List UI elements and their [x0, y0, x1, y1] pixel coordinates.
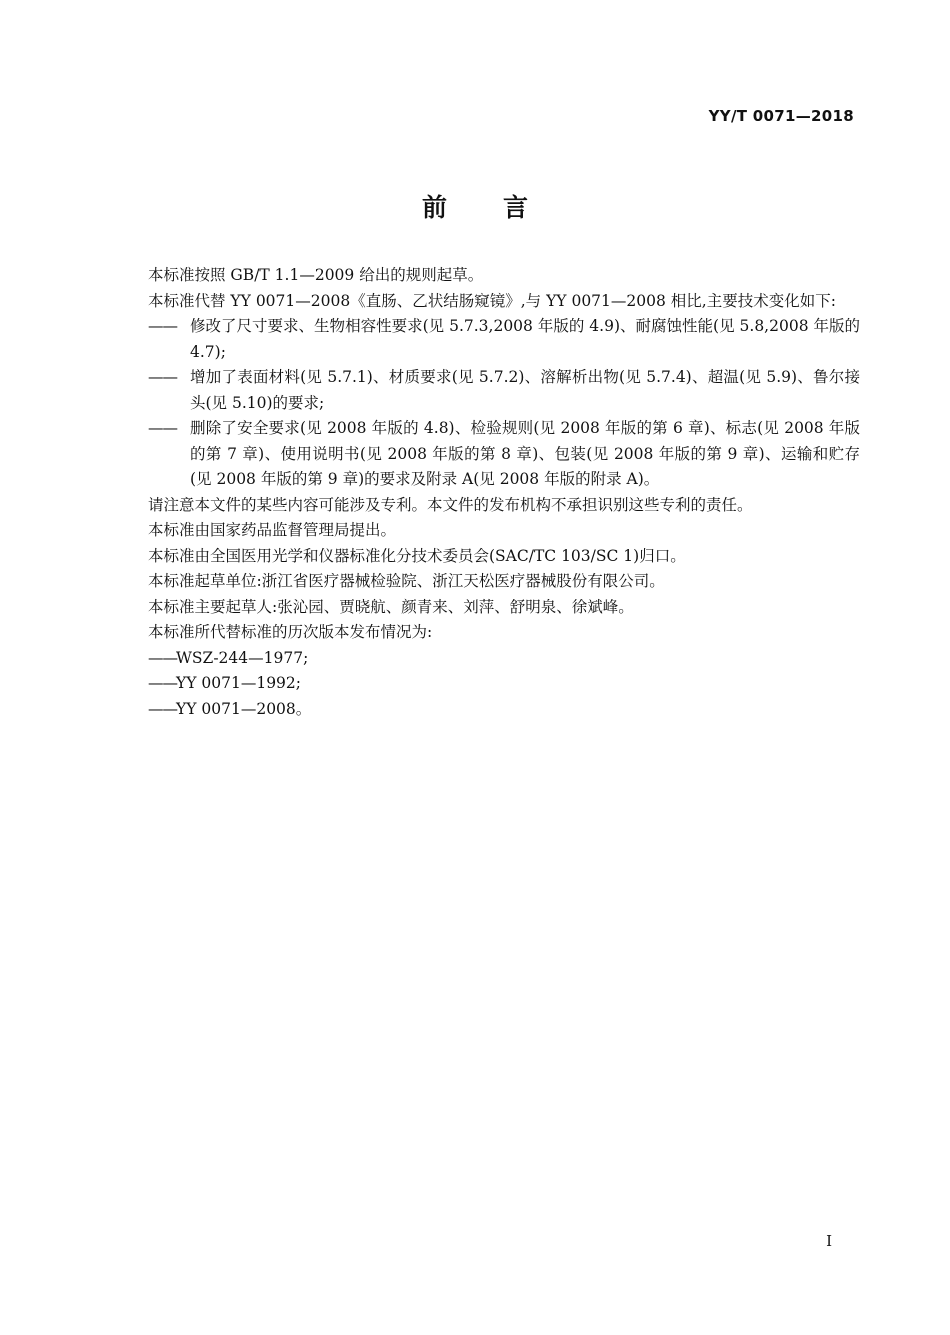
history-item-text: YY 0071—1992; [176, 674, 302, 692]
dash-mark: —— [148, 674, 177, 692]
page-number: I [826, 1232, 832, 1250]
paragraph-drafters: 本标准主要起草人:张沁园、贾晓航、颜青来、刘萍、舒明泉、徐斌峰。 [148, 597, 634, 616]
dash-mark: —— [148, 317, 177, 335]
foreword-body [148, 263, 860, 722]
page-title [0, 188, 950, 224]
change-item-text: 修改了尺寸要求、生物相容性要求(见 5.7.3,2008 年版的 4.9)、耐腐蚀性能(见 5.8,2008 年版的 4.7); [190, 317, 860, 361]
dash-mark: —— [148, 699, 177, 718]
history-item [148, 646, 860, 672]
paragraph-history-intro: 本标准所代替标准的历次版本发布情况为: [148, 623, 433, 641]
paragraph-proposer: 本标准由国家药品监督管理局提出。 [148, 521, 397, 539]
history-item [148, 697, 860, 723]
change-item-modified [148, 314, 860, 365]
paragraph-replacement: 本标准代替 YY 0071—2008《直肠、乙状结肠窥镜》,与 YY 0071—2008 相比,主要技术变化如下: [148, 291, 836, 310]
paragraph-committee: 本标准由全国医用光学和仪器标准化分技术委员会(SAC/TC 103/SC 1)归口。 [148, 546, 686, 565]
history-item-text: WSZ-244—1977; [176, 648, 309, 667]
change-item-deleted [148, 416, 860, 493]
history-item [148, 671, 860, 697]
paragraph-drafting-rules: 本标准按照 GB/T 1.1—2009 给出的规则起草。 [148, 266, 484, 284]
document-code: YY/T 0071—2018 [708, 107, 854, 125]
page-title-part-1: 前 [421, 193, 447, 222]
history-item-text: YY 0071—2008。 [176, 699, 312, 718]
dash-mark: —— [148, 419, 177, 437]
page-title-part-2: 言 [503, 193, 529, 222]
change-item-text: 删除了安全要求(见 2008 年版的 4.8)、检验规则(见 2008 年版的第 6 章)、标志(见 2008 年版的第 7 章)、使用说明书(见 2008 年版的第 8 章)、包装(见 2008 年版的第 9 章)、运输和贮存(见 2008 年版的第 9 章)的要求及附录 A(见 2008 年版的附录 A)。 [190, 419, 860, 488]
paragraph-patent-notice: 请注意本文件的某些内容可能涉及专利。本文件的发布机构不承担识别这些专利的责任。 [148, 495, 753, 514]
paragraph-drafting-units: 本标准起草单位:浙江省医疗器械检验院、浙江天松医疗器械股份有限公司。 [148, 572, 665, 590]
dash-mark: —— [148, 648, 177, 667]
change-item-text: 增加了表面材料(见 5.7.1)、材质要求(见 5.7.2)、溶解析出物(见 5.7.4)、超温(见 5.9)、鲁尔接头(见 5.10)的要求; [190, 368, 860, 412]
change-item-added [148, 365, 860, 416]
dash-mark: —— [148, 368, 177, 386]
